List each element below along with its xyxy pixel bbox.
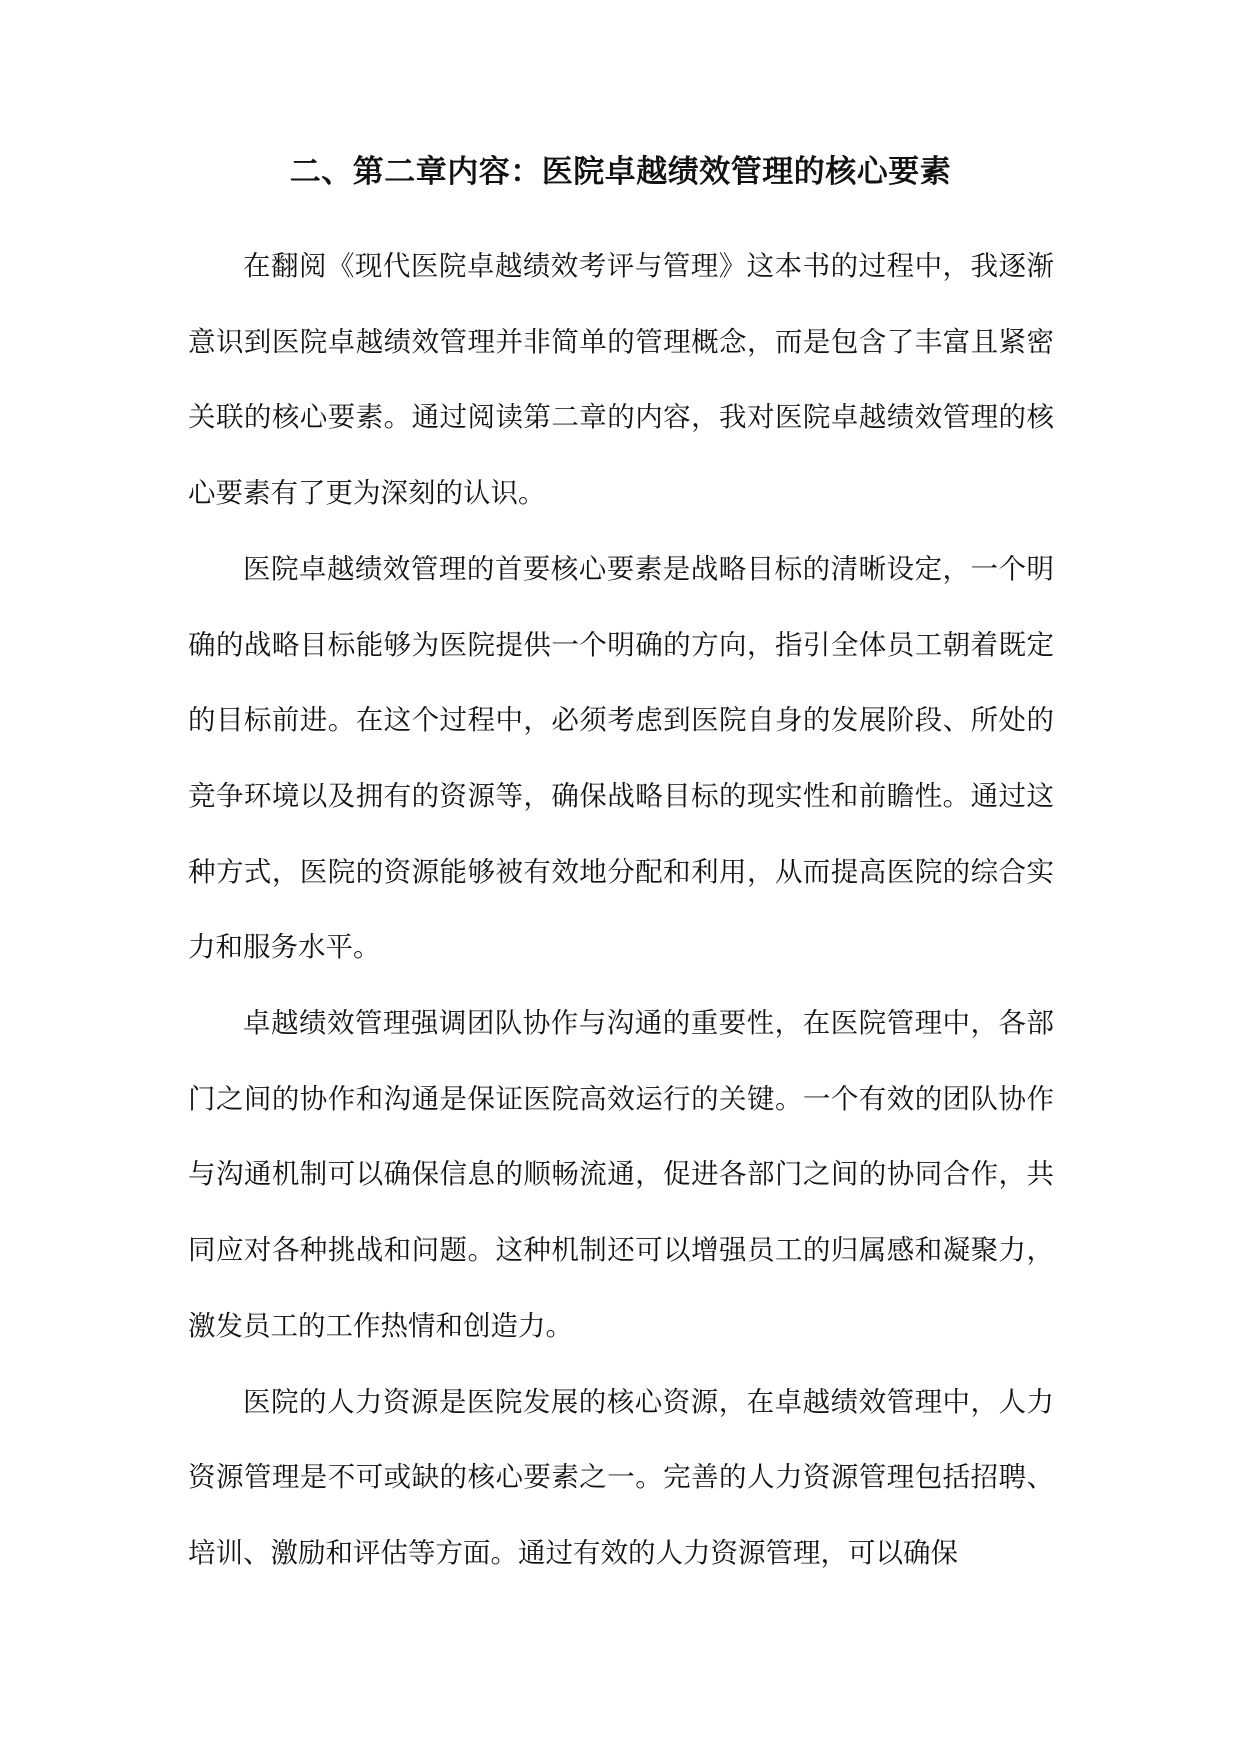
paragraph-4: 医院的人力资源是医院发展的核心资源，在卓越绩效管理中，人力资源管理是不可或缺的核心要素之一。完善的人力资源管理包括招聘、培训、激励和评估等方面。通过有效的人力资源管理，可以确保: [188, 1385, 1054, 1569]
paragraph-3: 卓越绩效管理强调团队协作与沟通的重要性，在医院管理中，各部门之间的协作和沟通是保证医院高效运行的关键。一个有效的团队协作与沟通机制可以确保信息的顺畅流通，促进各部门之间的协同合作，共同应对各种挑战和问题。这种机制还可以增强员工的归属感和凝聚力，激发员工的工作热情和创造力。: [188, 1007, 1054, 1342]
body-text: [188, 229, 1054, 1592]
page-title: 二、第二章内容：医院卓越绩效管理的核心要素: [289, 154, 952, 190]
paragraph-2: 医院卓越绩效管理的首要核心要素是战略目标的清晰设定，一个明确的战略目标能够为医院提供一个明确的方向，指引全体员工朝着既定的目标前进。在这个过程中，必须考虑到医院自身的发展阶段、所处的竞争环境以及拥有的资源等，确保战略目标的现实性和前瞻性。通过这种方式，医院的资源能够被有效地分配和利用，从而提高医院的综合实力和服务水平。: [188, 552, 1054, 964]
paragraph-1: 在翻阅《现代医院卓越绩效考评与管理》这本书的过程中，我逐渐意识到医院卓越绩效管理并非简单的管理概念，而是包含了丰富且紧密关联的核心要素。通过阅读第二章的内容，我对医院卓越绩效管理的核心要素有了更为深刻的认识。: [188, 250, 1054, 510]
